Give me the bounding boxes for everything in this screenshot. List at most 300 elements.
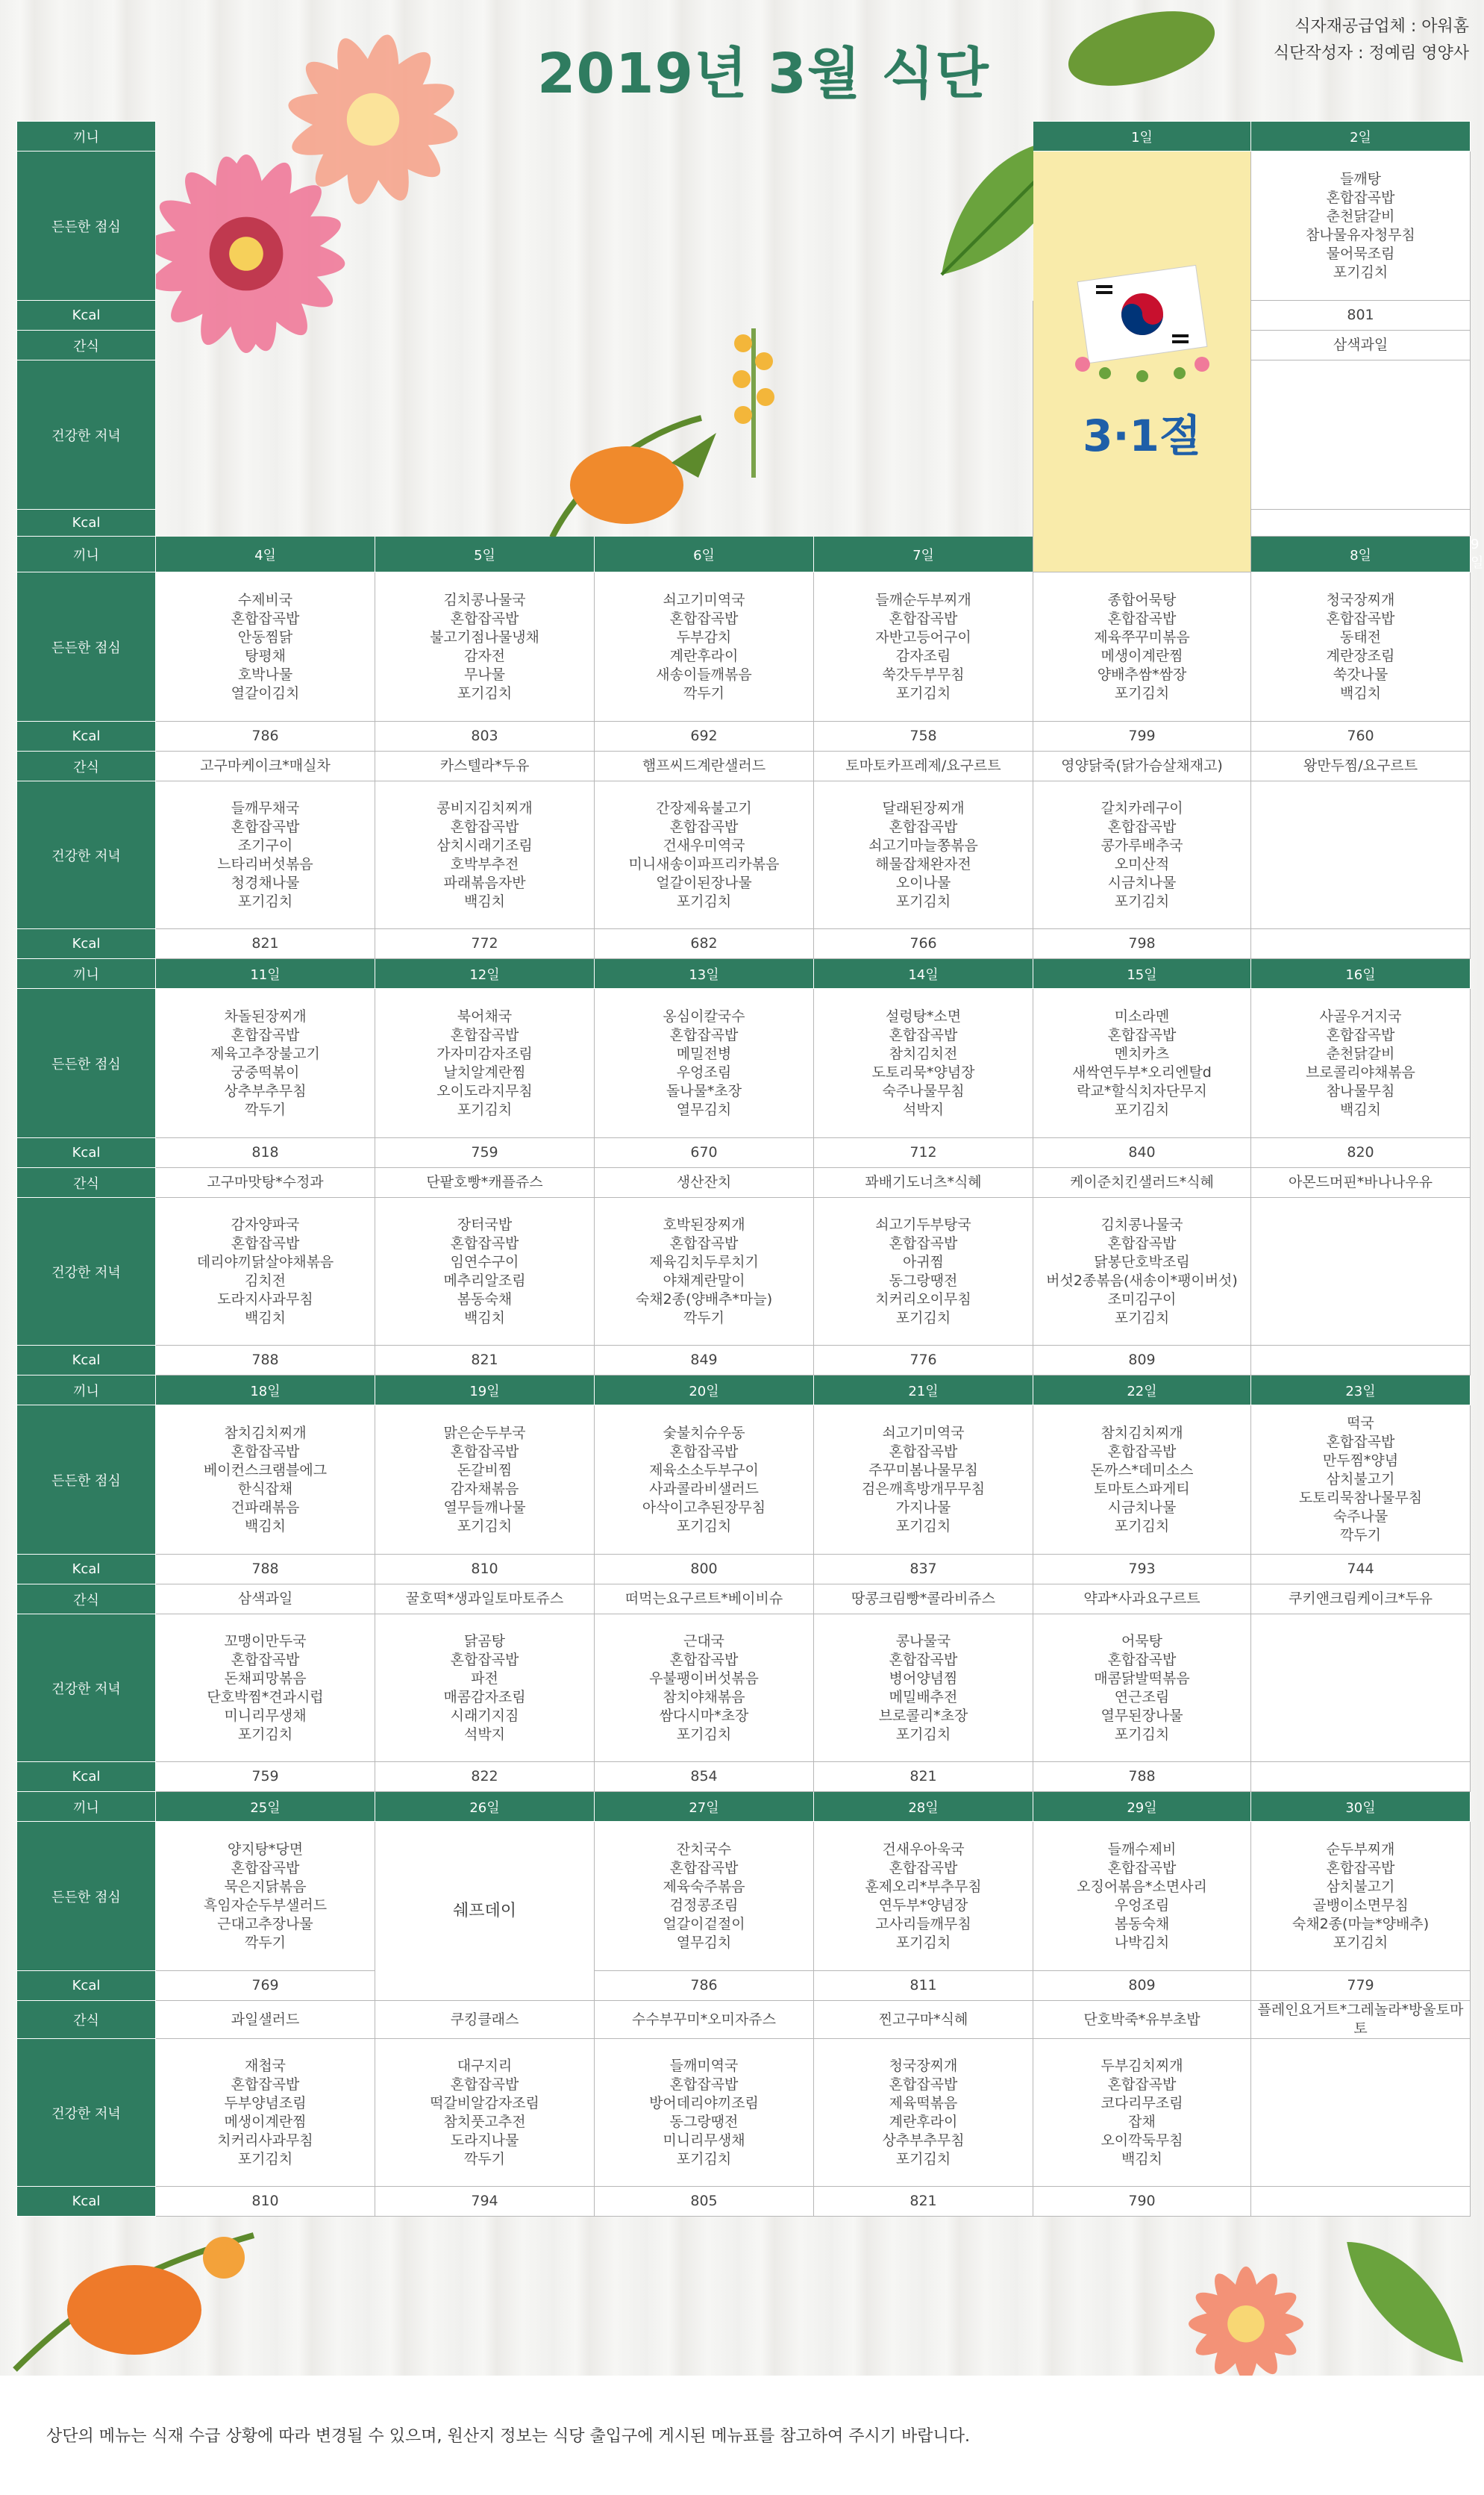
- menu-item: 호박부추전: [450, 855, 519, 872]
- day-header: 13일: [595, 959, 814, 989]
- menu-item: 열무김치: [676, 1101, 732, 1118]
- menu-item: 깍두기: [244, 1934, 287, 1951]
- dinner-cell: [1251, 1198, 1471, 1346]
- menu-item: 혼합잡곡밥: [450, 1443, 519, 1460]
- menu-item: 락교*할식치자단무지: [1077, 1082, 1207, 1099]
- menu-item: 미니리무생채: [224, 1707, 307, 1724]
- row-label-lunch: 든든한 점심: [17, 989, 156, 1138]
- menu-item: 혼합잡곡밥: [450, 1234, 519, 1252]
- menu-item: 참치풋고추전: [443, 2113, 526, 2130]
- empty-cell: [595, 152, 814, 301]
- day-header: 15일: [1033, 959, 1251, 989]
- menu-item: 포기김치: [676, 1517, 732, 1534]
- menu-item: 혼합잡곡밥: [1326, 189, 1395, 206]
- kcal-value: 821: [814, 1762, 1033, 1792]
- menu-item: 혼합잡곡밥: [669, 1026, 739, 1043]
- snack-cell: 찐고구마*식혜: [814, 2001, 1033, 2039]
- menu-item: 혼합잡곡밥: [1107, 1026, 1177, 1043]
- menu-item: 청경채나물: [231, 874, 300, 891]
- menu-item: 돈까스*데미소스: [1090, 1461, 1194, 1478]
- dinner-cell: [1251, 1614, 1471, 1762]
- menu-item: 혼합잡곡밥: [669, 1234, 739, 1252]
- menu-item: 도토리묵참나물무침: [1298, 1490, 1423, 1506]
- menu-item: 근대고추장나물: [217, 1915, 313, 1932]
- menu-item: 참치김치찌개: [1101, 1424, 1183, 1441]
- menu-item: 동그랑땡전: [669, 2113, 739, 2130]
- menu-item: 동태전: [1339, 628, 1382, 646]
- kcal-value: 760: [1251, 722, 1471, 752]
- row-label-kcal: Kcal: [17, 1762, 156, 1792]
- snack-row: [17, 752, 1471, 781]
- dinner-cell: [1033, 1614, 1251, 1762]
- dinner-cell: [595, 1614, 814, 1762]
- menu-item: 쇠고기마늘쫑볶음: [868, 837, 978, 854]
- menu-item: 참치야채볶음: [663, 1688, 745, 1705]
- empty-cell: [814, 331, 1033, 360]
- row-label-dinner: 건강한 저녁: [17, 1198, 156, 1346]
- menu-item: 혼합잡곡밥: [1107, 610, 1177, 627]
- snack-cell: 떠먹는요구르트*베이비슈: [595, 1584, 814, 1614]
- menu-item: 혼합잡곡밥: [1107, 1234, 1177, 1252]
- lunch-cell: [1033, 989, 1251, 1138]
- lunch-cell: [595, 572, 814, 722]
- dinner-cell: [156, 1198, 375, 1346]
- menu-item: 혼합잡곡밥: [1326, 1859, 1395, 1876]
- menu-item: 느타리버섯볶음: [217, 855, 313, 872]
- menu-table: [16, 121, 1484, 2217]
- menu-item: 옹심이칼국수: [663, 1008, 745, 1025]
- snack-cell: 쿠킹클래스: [375, 2001, 595, 2039]
- menu-item: 오미산적: [1114, 855, 1170, 872]
- snack-cell: 단팥호빵*캐플쥬스: [375, 1168, 595, 1198]
- menu-item: 혼합잡곡밥: [1326, 610, 1395, 627]
- day-header: 2일: [1251, 122, 1471, 152]
- day-header: 26일: [375, 1792, 595, 1822]
- day-row: [17, 122, 1471, 152]
- lunch-cell: [595, 1405, 814, 1555]
- menu-item: 들깨순두부찌개: [875, 591, 971, 608]
- menu-item: 혼합잡곡밥: [1107, 1443, 1177, 1460]
- menu-item: 차돌된장찌개: [224, 1008, 307, 1025]
- menu-item: 혼합잡곡밥: [231, 2076, 300, 2093]
- menu-item: 두부양념조림: [224, 2094, 307, 2111]
- menu-item: 멘치카츠: [1114, 1045, 1170, 1062]
- day-header: 27일: [595, 1792, 814, 1822]
- menu-item: 혼합잡곡밥: [231, 1651, 300, 1668]
- menu-item: 메생이계란찜: [1101, 647, 1183, 664]
- day-header: 6일: [595, 537, 814, 572]
- dinner-kcal-row: [17, 929, 1471, 959]
- menu-item: 포기김치: [457, 1517, 513, 1534]
- kcal-value: 712: [814, 1138, 1033, 1168]
- menu-item: 종합어묵탕: [1107, 591, 1177, 608]
- menu-item: 골뱅이소면무침: [1312, 1896, 1409, 1914]
- kcal-value: 809: [1033, 1346, 1251, 1375]
- menu-item: 삼치시래기조림: [436, 837, 533, 854]
- dinner-cell: [156, 2039, 375, 2187]
- dinner-cell: [814, 1614, 1033, 1762]
- menu-item: 포기김치: [457, 1101, 513, 1118]
- menu-item: 상추부추무침: [224, 1082, 307, 1099]
- menu-item: 시금치나물: [1107, 874, 1177, 891]
- kcal-value: 822: [375, 1762, 595, 1792]
- menu-item: 제육숙주볶음: [663, 1878, 745, 1895]
- menu-item: 혼합잡곡밥: [231, 818, 300, 835]
- menu-item: 미니새송이파프리카볶음: [628, 855, 780, 872]
- day-header: 28일: [814, 1792, 1033, 1822]
- day-row: [17, 1792, 1471, 1822]
- menu-item: 제육쭈꾸미볶음: [1094, 628, 1190, 646]
- menu-item: 백김치: [463, 893, 506, 910]
- snack-cell: 쿠키앤크림케이크*두유: [1251, 1584, 1471, 1614]
- leaf-icon: [1336, 2224, 1477, 2373]
- row-label-snack: 간식: [17, 331, 156, 360]
- snack-row: [17, 331, 1471, 360]
- dinner-cell: [1251, 2039, 1471, 2187]
- chef-day-cell: 쉐프데이: [375, 1822, 595, 2001]
- menu-item: 브로콜리*초장: [878, 1707, 968, 1724]
- menu-item: 혼합잡곡밥: [889, 1859, 958, 1876]
- menu-item: 삼치불고기: [1326, 1878, 1395, 1895]
- lunch-kcal-row: [17, 1138, 1471, 1168]
- menu-item: 포기김치: [1114, 1309, 1170, 1326]
- menu-item: 달래된장찌개: [882, 799, 965, 816]
- day-header: 11일: [156, 959, 375, 989]
- menu-item: 근대국: [683, 1632, 725, 1649]
- empty-cell: [375, 152, 595, 301]
- menu-item: 미소라멘: [1114, 1008, 1170, 1025]
- author-text: 식단작성자 : 정예림 영양사: [1273, 44, 1469, 63]
- menu-item: 혼합잡곡밥: [889, 1234, 958, 1252]
- row-label-lunch: 든든한 점심: [17, 572, 156, 722]
- day-header: 12일: [375, 959, 595, 989]
- lunch-cell: [595, 1822, 814, 1971]
- lunch-cell: [1033, 572, 1251, 722]
- snack-cell: 고구마케이크*매실차: [156, 752, 375, 781]
- dinner-cell: [1033, 781, 1251, 929]
- menu-item: 동그랑땡전: [889, 1272, 958, 1289]
- holiday-label: 3·1절: [1083, 410, 1201, 461]
- menu-item: 오이도라지무침: [436, 1082, 533, 1099]
- dinner-cell: [814, 2039, 1033, 2187]
- menu-item: 양배추쌈*쌈장: [1097, 666, 1187, 683]
- menu-item: 석박지: [902, 1101, 945, 1118]
- menu-item: 포기김치: [895, 1726, 951, 1743]
- kcal-value: 788: [156, 1346, 375, 1375]
- lunch-cell: [814, 572, 1033, 722]
- menu-item: 숙주나물: [1333, 1508, 1388, 1525]
- menu-item: 파래볶음자반: [443, 874, 526, 891]
- empty-cell: [156, 510, 375, 537]
- menu-item: 메밀배추전: [889, 1688, 958, 1705]
- snack-cell: 케이준치킨샐러드*식혜: [1033, 1168, 1251, 1198]
- menu-item: 봄동숙채: [457, 1290, 513, 1308]
- menu-item: 혼합잡곡밥: [1326, 1434, 1395, 1450]
- day-header: 8일: [1251, 537, 1471, 572]
- lunch-row: [17, 152, 1471, 301]
- menu-item: 봄동숙채: [1114, 1915, 1170, 1932]
- menu-item: 물어묵조림: [1326, 245, 1395, 262]
- menu-item: 사골우거지국: [1319, 1008, 1402, 1025]
- row-label-snack: 간식: [17, 2001, 156, 2039]
- menu-item: 한식잡채: [237, 1480, 293, 1497]
- kcal-value: 788: [1033, 1762, 1251, 1792]
- day-header: 22일: [1033, 1375, 1251, 1405]
- row-label-day: 끼니: [17, 122, 156, 152]
- menu-item: 혼합잡곡밥: [889, 1443, 958, 1460]
- kcal-value: [1251, 510, 1471, 537]
- row-label-dinner: 건강한 저녁: [17, 1614, 156, 1762]
- kcal-value: 811: [814, 1971, 1033, 2001]
- menu-item: 들깨수제비: [1107, 1840, 1177, 1858]
- menu-item: 혼합잡곡밥: [1107, 1859, 1177, 1876]
- snack-cell: 단호박죽*유부초밥: [1033, 2001, 1251, 2039]
- menu-item: 검은깨흑방개무무침: [861, 1480, 986, 1497]
- lunch-cell: [1251, 1405, 1471, 1555]
- dinner-cell: [156, 1614, 375, 1762]
- lunch-cell: [1251, 152, 1471, 301]
- menu-item: 우불팽이버섯볶음: [649, 1670, 759, 1687]
- menu-item: 북어채국: [457, 1008, 513, 1025]
- snack-cell: 수수부꾸미*오미자쥬스: [595, 2001, 814, 2039]
- menu-item: 새송이들깨볶음: [656, 666, 752, 683]
- menu-item: 혼합잡곡밥: [669, 1859, 739, 1876]
- menu-item: 감자조림: [895, 647, 951, 664]
- row-label-dinner: 건강한 저녁: [17, 360, 156, 510]
- menu-item: 자반고등어구이: [875, 628, 971, 646]
- menu-item: 혼합잡곡밥: [889, 610, 958, 627]
- menu-item: 깍두기: [1339, 1527, 1382, 1543]
- menu-item: 포기김치: [895, 893, 951, 910]
- menu-item: 재첩국: [244, 2057, 287, 2074]
- menu-item: 포기김치: [895, 2150, 951, 2167]
- menu-item: 양지탕*당면: [227, 1840, 304, 1858]
- menu-item: 치커리사과무침: [217, 2132, 313, 2149]
- menu-item: 도라지사과무침: [217, 1290, 313, 1308]
- menu-item: 연두부*양념장: [878, 1896, 968, 1914]
- day-header: 4일: [156, 537, 375, 572]
- empty-day-cell: [814, 122, 1033, 152]
- kcal-value: 818: [156, 1138, 375, 1168]
- menu-item: 훈제오리*부추무침: [865, 1878, 982, 1895]
- lunch-kcal-row: [17, 1555, 1471, 1584]
- menu-item: 포기김치: [1114, 1726, 1170, 1743]
- day-header: 14일: [814, 959, 1033, 989]
- menu-item: 김치콩나물국: [443, 591, 526, 608]
- lunch-row: [17, 1822, 1471, 1971]
- snack-cell: 토마토카프레제/요구르트: [814, 752, 1033, 781]
- menu-item: 감자양파국: [231, 1216, 300, 1233]
- menu-item: 혼합잡곡밥: [1107, 818, 1177, 835]
- menu-item: 도라지나물: [450, 2132, 519, 2149]
- menu-item: 춘천닭갈비: [1326, 207, 1395, 225]
- menu-item: 포기김치: [1333, 263, 1388, 281]
- menu-item: 혼합잡곡밥: [1107, 2076, 1177, 2093]
- menu-item: 포기김치: [895, 1309, 951, 1326]
- row-label-kcal: Kcal: [17, 1971, 156, 2001]
- menu-item: 매콤닭발떡볶음: [1094, 1670, 1190, 1687]
- kcal-value: 670: [595, 1138, 814, 1168]
- dinner-cell: [375, 1198, 595, 1346]
- empty-cell: [375, 301, 595, 331]
- menu-item: 건새우미역국: [663, 837, 745, 854]
- empty-day-cell: [595, 122, 814, 152]
- menu-item: 혼합잡곡밥: [889, 1651, 958, 1668]
- day-header: 19일: [375, 1375, 595, 1405]
- day-row: [17, 959, 1471, 989]
- kcal-value: 776: [814, 1346, 1033, 1375]
- menu-item: 참나물무침: [1326, 1082, 1395, 1099]
- menu-item: 토마토스파게티: [1094, 1480, 1190, 1497]
- menu-item: 들깨탕: [1339, 170, 1382, 187]
- row-label-kcal: Kcal: [17, 1555, 156, 1584]
- menu-item: 연근조림: [1114, 1688, 1170, 1705]
- kcal-value: 820: [1251, 1138, 1471, 1168]
- menu-item: 가자미감자조림: [436, 1045, 533, 1062]
- day-header: 7일: [814, 537, 1033, 572]
- dinner-kcal-row: [17, 2187, 1471, 2217]
- menu-item: 검정콩조림: [669, 1896, 739, 1914]
- menu-item: 매콤감자조림: [443, 1688, 526, 1705]
- dinner-cell: [1251, 781, 1471, 929]
- row-label-lunch: 든든한 점심: [17, 1822, 156, 1971]
- menu-item: 혼합잡곡밥: [231, 1026, 300, 1043]
- dinner-kcal-row: [17, 1762, 1471, 1792]
- row-label-day: 끼니: [17, 1792, 156, 1822]
- menu-item: 청국장찌개: [1326, 591, 1395, 608]
- menu-item: 혼합잡곡밥: [1326, 1026, 1395, 1043]
- empty-cell: [595, 360, 814, 510]
- empty-cell: [595, 331, 814, 360]
- kcal-value: 803: [375, 722, 595, 752]
- menu-item: 코다리무조림: [1101, 2094, 1183, 2111]
- empty-cell: [595, 510, 814, 537]
- row-label-kcal: Kcal: [17, 929, 156, 959]
- menu-item: 쇠고기두부탕국: [875, 1216, 971, 1233]
- kcal-value: [1251, 1346, 1471, 1375]
- menu-item: 포기김치: [457, 684, 513, 702]
- menu-item: 잡채: [1128, 2113, 1156, 2130]
- snack-row: [17, 2001, 1471, 2039]
- snack-cell: 생산잔치: [595, 1168, 814, 1198]
- kcal-value: 849: [595, 1346, 814, 1375]
- menu-item: 숙채2종(마늘*양배추): [1292, 1915, 1430, 1932]
- lunch-cell: [814, 1405, 1033, 1555]
- menu-item: 혼합잡곡밥: [450, 1651, 519, 1668]
- dinner-cell: [1033, 1198, 1251, 1346]
- menu-item: 건새우아욱국: [882, 1840, 965, 1858]
- kcal-value: 840: [1033, 1138, 1251, 1168]
- menu-item: 닭봉단호박조림: [1094, 1253, 1190, 1270]
- kcal-value: 821: [814, 2187, 1033, 2217]
- empty-cell: [814, 152, 1033, 301]
- menu-item: 브로콜리야채볶음: [1306, 1064, 1415, 1081]
- snack-cell: 햄프씨드계란샐러드: [595, 752, 814, 781]
- empty-cell: [814, 301, 1033, 331]
- meta-info: [1274, 13, 1469, 67]
- menu-item: 참치김치전: [889, 1045, 958, 1062]
- lunch-cell: [595, 989, 814, 1138]
- menu-item: 제육소소두부구이: [649, 1461, 759, 1478]
- menu-item: 메생이계란찜: [224, 2113, 307, 2130]
- menu-item: 참치김치찌개: [224, 1424, 307, 1441]
- menu-item: 감자전: [463, 647, 506, 664]
- lunch-cell: [375, 989, 595, 1138]
- menu-item: 무나물: [463, 666, 506, 683]
- dinner-cell: [375, 781, 595, 929]
- menu-item: 포기김치: [237, 893, 293, 910]
- day-header: 29일: [1033, 1792, 1251, 1822]
- menu-item: 포기김치: [895, 684, 951, 702]
- lunch-cell: [375, 572, 595, 722]
- day-header: 5일: [375, 537, 595, 572]
- row-label-kcal: Kcal: [17, 510, 156, 537]
- menu-item: 얼갈이된장나물: [656, 874, 752, 891]
- kcal-value: [1251, 2187, 1471, 2217]
- snack-cell: 영양닭죽(닭가슴살채재고): [1033, 752, 1251, 781]
- menu-item: 떡국: [1347, 1415, 1374, 1431]
- lunch-cell: [156, 989, 375, 1138]
- menu-item: 백김치: [244, 1517, 287, 1534]
- menu-item: 오징어볶음*소면사리: [1077, 1878, 1207, 1895]
- menu-item: 제육고추장불고기: [210, 1045, 320, 1062]
- menu-item: 계란장조림: [1326, 647, 1395, 664]
- menu-item: 혼합잡곡밥: [1107, 1651, 1177, 1668]
- lunch-cell: [814, 1822, 1033, 1971]
- menu-item: 콩가루배추국: [1101, 837, 1183, 854]
- menu-item: 돈갈비찜: [457, 1461, 513, 1478]
- menu-item: 쑥갓나물: [1333, 666, 1388, 683]
- menu-item: 시금치나물: [1107, 1499, 1177, 1516]
- menu-item: 갈치카레구이: [1101, 799, 1183, 816]
- menu-item: 춘천닭갈비: [1326, 1045, 1395, 1062]
- menu-item: 깍두기: [683, 1309, 725, 1326]
- menu-item: 혼합잡곡밥: [669, 818, 739, 835]
- menu-item: 포기김치: [1333, 1934, 1388, 1951]
- kcal-value: 810: [375, 1555, 595, 1584]
- menu-item: 숙채2종(양배추*마늘): [635, 1290, 773, 1308]
- lunch-cell: [1251, 989, 1471, 1138]
- empty-cell: [375, 360, 595, 510]
- menu-item: 포기김치: [1114, 684, 1170, 702]
- row-label-kcal: Kcal: [17, 301, 156, 331]
- empty-cell: [375, 510, 595, 537]
- dinner-cell: [595, 781, 814, 929]
- empty-cell: [814, 510, 1033, 537]
- kcal-value: 779: [1251, 1971, 1471, 2001]
- menu-item: 메밀전병: [676, 1045, 732, 1062]
- day-header: 1일: [1033, 122, 1251, 152]
- kcal-value: 799: [1033, 722, 1251, 752]
- snack-cell: 꿀호떡*생과일토마토쥬스: [375, 1584, 595, 1614]
- dinner-cell: [814, 1198, 1033, 1346]
- menu-item: 두부김치찌개: [1101, 2057, 1183, 2074]
- footer: [0, 2376, 1484, 2495]
- menu-item: 방어데리야끼조림: [649, 2094, 759, 2111]
- menu-item: 만두찜*양념: [1322, 1452, 1399, 1469]
- menu-item: 새싹연두부*오리엔탈d: [1072, 1064, 1212, 1081]
- kcal-value: 810: [156, 2187, 375, 2217]
- lunch-cell: [156, 1405, 375, 1555]
- snack-cell: 아몬드머핀*바나나우유: [1251, 1168, 1471, 1198]
- menu-item: 날치알계란찜: [443, 1064, 526, 1081]
- snack-row: [17, 1584, 1471, 1614]
- menu-item: 포기김치: [237, 2150, 293, 2167]
- menu-item: 열무들깨나물: [443, 1499, 526, 1516]
- menu-item: 포기김치: [676, 2150, 732, 2167]
- menu-item: 건파래볶음: [231, 1499, 300, 1516]
- kcal-value: 786: [156, 722, 375, 752]
